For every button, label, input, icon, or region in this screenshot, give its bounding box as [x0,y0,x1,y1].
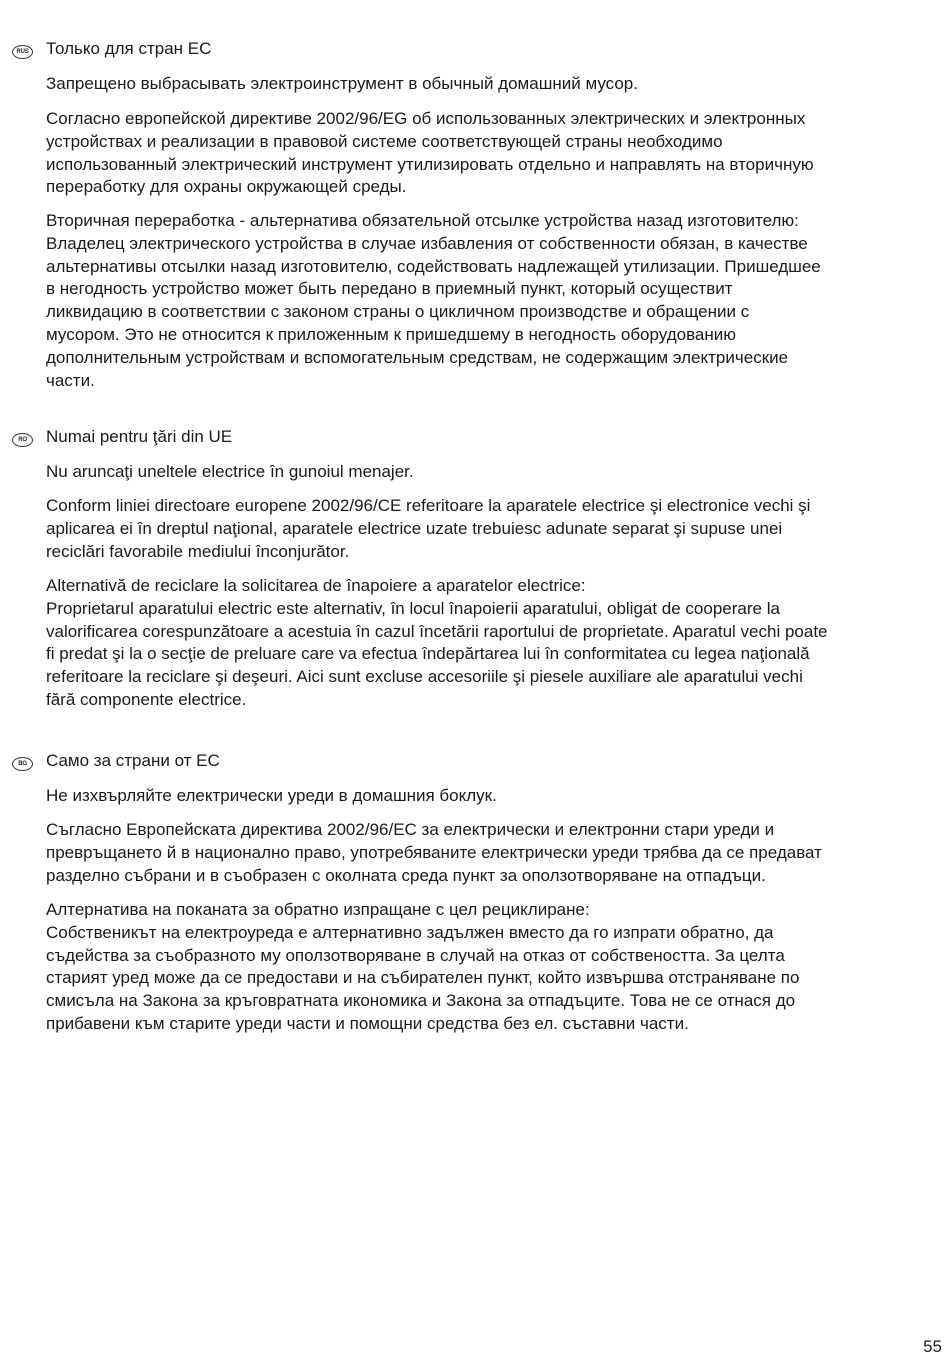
paragraph: Не изхвърляйте електрически уреди в домашния боклук. [46,786,497,805]
section-heading: Numai pentru ţări din UE [46,427,233,446]
paragraph: Съгласно Европейската директива 2002/96/ЕС за електрически и електронни стари уреди и превръщането й в национално право, употребяваните електрически уреди трябва да се предават разделно събрани и в съобразен с околната среда пункт за оползотворяване на отпадъци. [46,820,822,885]
language-badge-rus: RUS [12,45,33,59]
section-heading: Само за страни от ЕС [46,751,220,770]
paragraph: Nu aruncaţi uneltele electrice în gunoiul menajer. [46,462,414,481]
paragraph: Запрещено выбрасывать электроинструмент в обычный домашний мусор. [46,74,638,93]
section-heading: Только для стран ЕС [46,39,212,58]
paragraph: Алтернатива на поканата за обратно изпращане с цел рециклиране: Собственикът на електроуреда е алтернативно задължен вместо да го изпрати обратно, да съдейства за съобразното му оползотворяване в случай на отказ от собствеността. За целта старият уред може да се предостави и на събирателен пункт, който извършва отстраняване по смисъла на Закона за кръговратната икономика и Закона за отпадъците. Това не се отнася до прибавени към старите уреди части и помощни средства без ел. съставни части. [46,900,800,1033]
paragraph: Вторичная переработка - альтернатива обязательной отсылке устройства назад изготовителю: Владелец электрического устройства в случае избавления от собственности обязан, в качестве альтернативы отсылки назад изготовителю, содействовать надлежащей утилизации. Пришедшее в негодность устройство может быть передано в приемный пункт, который осуществит ликвидацию в соответствии с законом страны о цикличном производстве и обращении с мусором. Это не относится к приложенным к пришедшему в негодность оборудованию дополнительным устройствам и вспомогательным средствам, не содержащим электрические части. [46,211,821,390]
paragraph: Conform liniei directoare europene 2002/96/CE referitoare la aparatele electrice şi electronice vechi şi aplicarea ei în dreptul naţional, aparatele electrice uzate trebuiesc adunate separat şi supuse unei reciclări favorabile mediului înconjurător. [46,496,811,561]
page-number: 55 [923,1337,942,1356]
paragraph: Согласно европейской директиве 2002/96/EG об использованных электрических и электронных устройствах и реализации в правовой системе соответствующей страны необходимо использованный электрический инструмент утилизировать отдельно и направлять на вторичную переработку для охраны окружающей среды. [46,109,814,197]
language-badge-ro: RO [12,433,33,447]
language-badge-bg: BG [12,757,33,771]
paragraph: Alternativă de reciclare la solicitarea de înapoiere a aparatelor electrice: Proprietarul aparatului electric este alternativ, în locul înapoierii aparatului, obligat de cooperare la valorificarea corespunzătoare a acestuia în cazul încetării raportului de proprietate. Aparatul vechi poate fi predat şi la o secţie de preluare care va efectua îndepărtarea lui în conformitatea cu legea naţională referitoare la reciclare şi deşeuri. Aici sunt excluse accesoriile şi piesele auxiliare ale aparatului vechi fără componente electrice. [46,576,828,709]
